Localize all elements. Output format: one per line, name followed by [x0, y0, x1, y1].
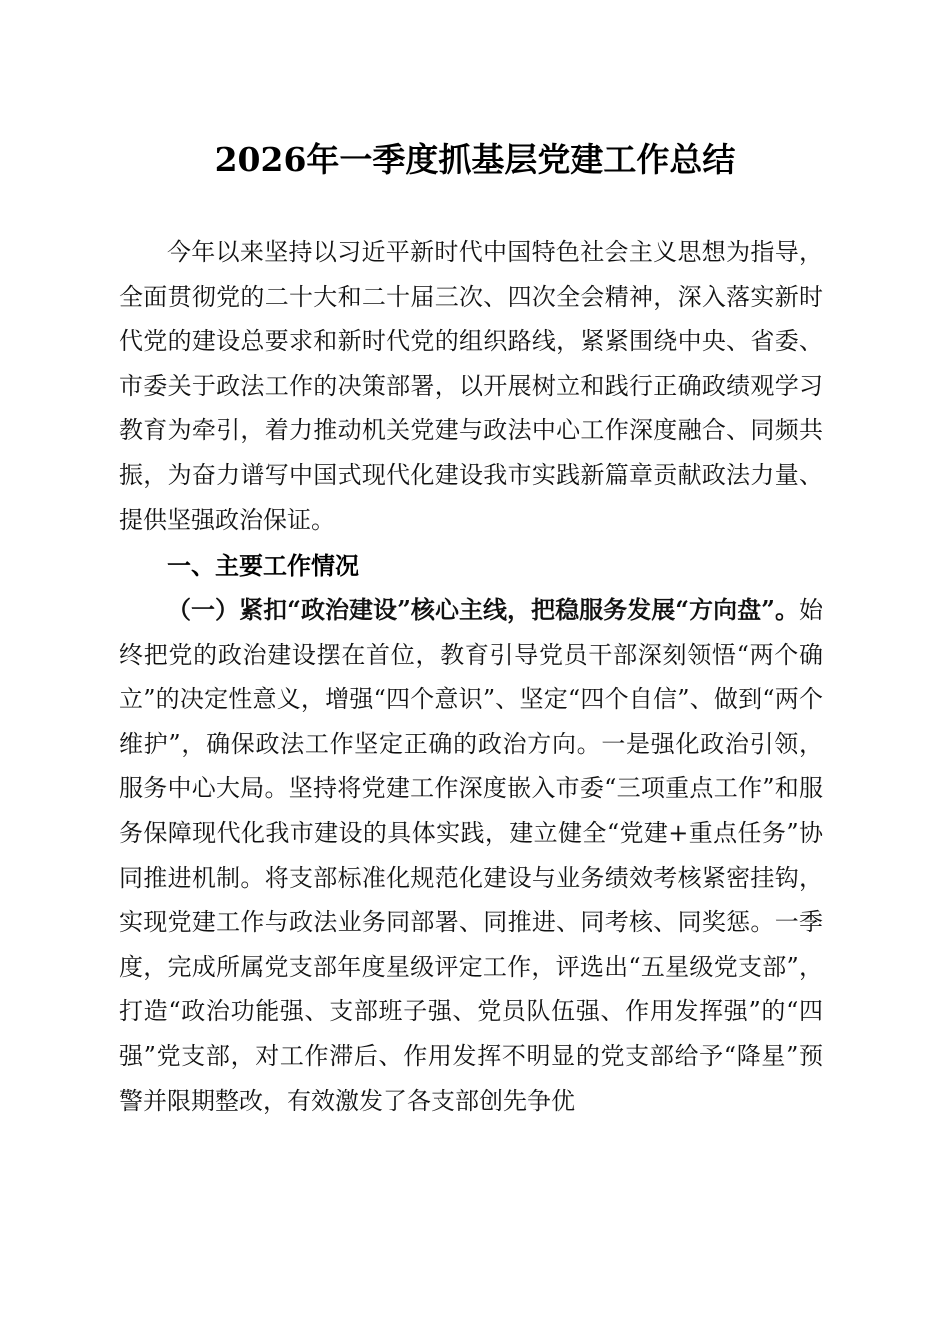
section-heading: 一、主要工作情况 — [167, 552, 359, 580]
subsection-heading: （一）紧扣“政治建设”核心主线，把稳服务发展“方向盘”。 — [167, 595, 799, 624]
section-paragraph — [119, 588, 823, 1123]
document-title: 2026年一季度抓基层党建工作总结 — [214, 140, 736, 179]
subsection-body: 始终把党的政治建设摆在首位，教育引导党员干部深刻领悟“两个确立”的决定性意义，增强“四个意识”、坚定“四个自信”、做到“两个维护”，确保政法工作坚定正确的政治方向。一是强化政治引领，服务中心大局。坚持将党建工作深度嵌入市委“三项重点工作”和服务保障现代化我市建设的具体实践，建立健全“党建+重点任务”协同推进机制。将支部标准化规范化建设与业务绩效考核紧密挂钩，实现党建工作与政法业务同部署、同推进、同考核、同奖惩。一季度，完成所属党支部年度星级评定工作，评选出“五星级党支部”，打造“政治功能强、支部班子强、党员队伍强、作用发挥强”的“四强”党支部，对工作滞后、作用发挥不明显的党支部给予“降星”预警并限期整改，有效激发了各支部创先争优 — [119, 596, 823, 1115]
intro-paragraph: 今年以来坚持以习近平新时代中国特色社会主义思想为指导，全面贯彻党的二十大和二十届三次、四次全会精神，深入落实新时代党的建设总要求和新时代党的组织路线，紧紧围绕中央、省委、市委关于政法工作的决策部署，以开展树立和践行正确政绩观学习教育为牵引，着力推动机关党建与政法中心工作深度融合、同频共振，为奋力谱写中国式现代化建设我市实践新篇章贡献政法力量、提供坚强政治保证。 — [119, 238, 823, 534]
